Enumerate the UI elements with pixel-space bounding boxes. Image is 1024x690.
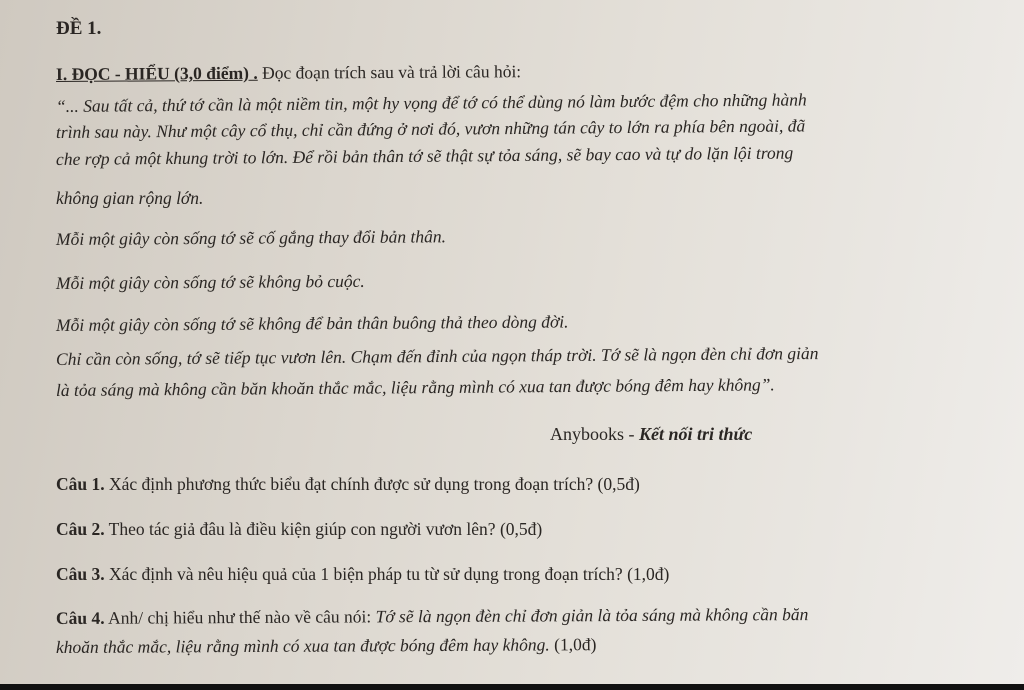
question-text: Xác định phương thức biểu đạt chính được sử dụng trong đoạn trích? (0,5đ) [104,474,640,494]
question-label: Câu 1. [56,474,105,494]
question-4-continued [56,633,596,658]
question-label: Câu 2. [56,519,105,539]
passage-paragraph: Mỗi một giây còn sống tớ sẽ không bỏ cuộc. [55,270,365,293]
question-label: Câu 4. [55,607,105,628]
source-book: Kết nối tri thức [639,424,753,444]
passage-line: không gian rộng lớn. [56,188,204,208]
section-instruction: Đọc đoạn trích sau và trả lời câu hỏi: [257,61,522,83]
passage-line: trình sau này. Như một cây cổ thụ, chỉ cần đứng ở nơi đó, vươn những tán cây to lớn ra phía bên ngoài, đã [55,115,806,142]
passage-line: che rợp cả một khung trời to lớn. Để rồi bản thân tớ sẽ thật sự tỏa sáng, sẽ bay cao và tự do lặn lội trong [55,142,794,169]
question-text: Xác định và nêu hiệu quả của 1 biện pháp tu từ sử dụng trong đoạn trích? (1,0đ) [104,564,670,584]
question-3 [56,563,669,585]
photo-bottom-edge [0,684,1024,690]
question-label: Câu 3. [56,564,105,584]
question-text: Theo tác giả đâu là điều kiện giúp con người vươn lên? (0,5đ) [104,519,543,539]
question-points: (1,0đ) [549,634,597,655]
question-quote: khoăn thắc mắc, liệu rằng mình có xua tan được bóng đêm hay không. [55,634,550,657]
question-2 [56,518,542,540]
section-heading: I. ĐỌC - HIỂU (3,0 điểm) . [55,62,258,84]
question-1 [56,473,640,495]
passage-paragraph: Mỗi một giây còn sống tớ sẽ cố gắng thay đổi bản thân. [55,226,446,249]
question-text: Anh/ chị hiểu như thế nào về câu nói: [104,606,376,628]
question-4 [56,603,809,629]
passage-line: là tỏa sáng mà không cần băn khoăn thắc mắc, liệu rằng mình có xua tan được bóng đêm hay không”. [55,374,775,400]
passage-line: “... Sau tất cả, thứ tớ cần là một niềm tin, một hy vọng để tớ có thể dùng nó làm bước đệm cho những hành [55,89,807,116]
passage-paragraph: Mỗi một giây còn sống tớ sẽ không để bản thân buông thả theo dòng đời. [55,311,569,335]
section-heading-line [56,60,521,85]
exam-title: ĐỀ 1. [56,18,102,39]
source-publisher: Anybooks - [550,424,639,444]
passage-line: Chỉ cần còn sống, tớ sẽ tiếp tục vươn lên. Chạm đến đỉnh của ngọn tháp trời. Tớ sẽ là ngọn đèn chỉ đơn giản [55,343,819,369]
question-quote: Tớ sẽ là ngọn đèn chỉ đơn giản là tỏa sáng mà không cần băn [375,604,809,627]
passage-source [550,423,752,445]
